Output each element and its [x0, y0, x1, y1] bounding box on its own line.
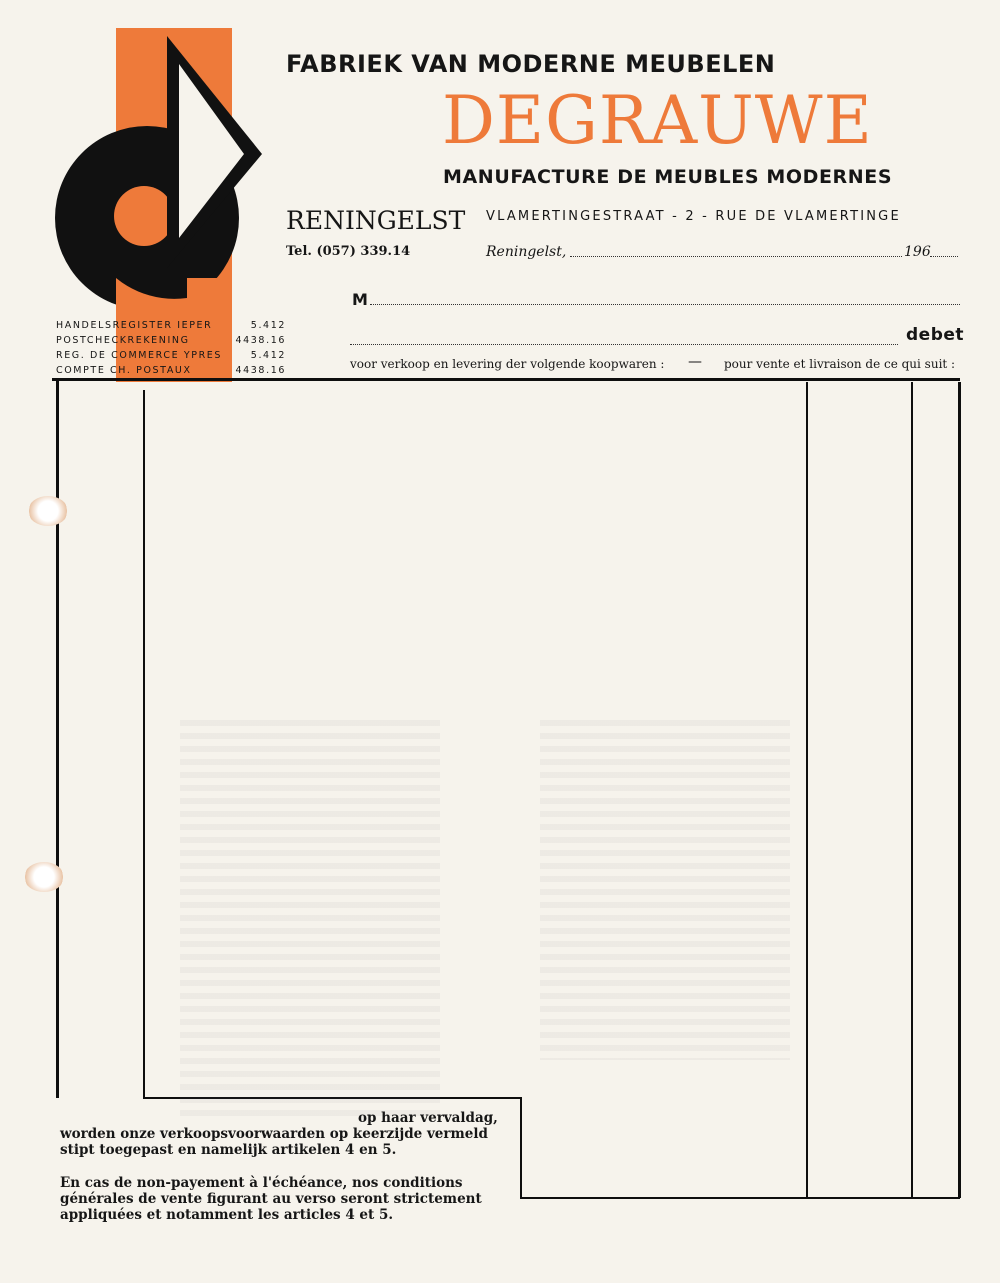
conditions-fr-line3: appliquées et notamment les articles 4 et 5.: [60, 1207, 394, 1224]
year-field[interactable]: [930, 256, 958, 257]
recipient-field-line2[interactable]: [350, 344, 898, 345]
table-column-line: [520, 1097, 522, 1198]
year-label: 196: [904, 244, 931, 260]
registry-label: POSTCHECKREKENING: [56, 335, 190, 346]
reverse-side-print: [180, 720, 440, 1120]
punch-hole: [24, 862, 64, 892]
phone-number: Tel. (057) 339.14: [286, 244, 411, 259]
table-right-border: [958, 382, 961, 1198]
conditions-nl: [60, 1110, 498, 1159]
table-top-border: [52, 378, 960, 381]
table-left-border: [56, 380, 59, 1098]
recipient-label: M: [352, 290, 368, 309]
registry-label: REG. DE COMMERCE YPRES: [56, 350, 222, 361]
recipient-field[interactable]: [370, 304, 960, 305]
table-column-line: [911, 382, 913, 1198]
debet-label: debet: [906, 325, 965, 345]
delivery-separator: —: [688, 354, 702, 370]
reverse-side-print: [540, 720, 790, 1060]
conditions-nl-line3: stipt toegepast en namelijk artikelen 4 en 5.: [60, 1142, 397, 1159]
conditions-nl-line1: op haar vervaldag,: [358, 1110, 498, 1126]
table-footer-line: [520, 1197, 960, 1199]
conditions-fr-line2: générales de vente figurant au verso seront strictement: [60, 1191, 482, 1208]
street-address: VLAMERTINGESTRAAT - 2 - RUE DE VLAMERTINGE: [486, 209, 901, 224]
delivery-text-fr: pour vente et livraison de ce qui suit :: [724, 357, 956, 371]
conditions-fr-line1: En cas de non-payement à l'échéance, nos conditions: [60, 1175, 463, 1191]
city-name: RENINGELST: [286, 206, 466, 235]
place-label: Reningelst,: [486, 244, 567, 260]
registry-value: 4438.16: [235, 365, 286, 376]
manufacture-subtitle: MANUFACTURE DE MEUBLES MODERNES: [443, 166, 893, 188]
registry-label: COMPTE CH. POSTAUX: [56, 365, 192, 376]
table-column-line: [143, 390, 145, 1098]
registry-label: HANDELSREGISTER IEPER: [56, 320, 213, 331]
brand-name: DEGRAUWE: [442, 82, 873, 159]
date-field[interactable]: [570, 256, 902, 257]
table-bottom-line: [143, 1097, 521, 1099]
registry-value: 5.412: [250, 320, 286, 331]
conditions-nl-line2: worden onze verkoopsvoorwaarden op keerzijde vermeld: [60, 1126, 488, 1143]
factory-heading: FABRIEK VAN MODERNE MEUBELEN: [286, 50, 776, 78]
table-column-line: [806, 382, 808, 1198]
registry-value: 5.412: [250, 350, 286, 361]
conditions-fr: [60, 1175, 482, 1224]
registry-value: 4438.16: [235, 335, 286, 346]
delivery-text-nl: voor verkoop en levering der volgende koopwaren :: [350, 357, 665, 371]
punch-hole: [28, 496, 68, 526]
